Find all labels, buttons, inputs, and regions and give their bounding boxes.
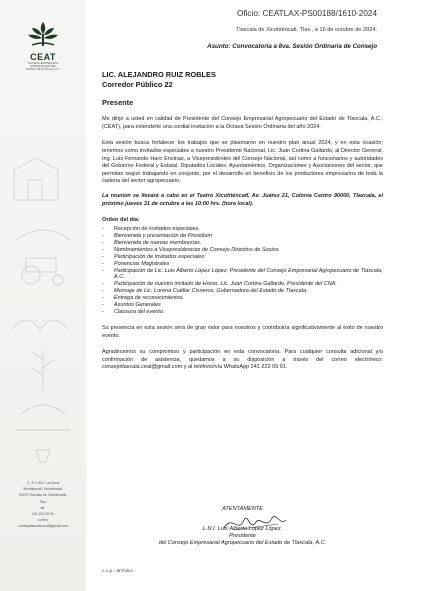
list-item: - Clausura del evento. xyxy=(102,309,165,315)
list-item: - Bienvenida de nuevas membresías. xyxy=(102,239,202,246)
list-item: - Asuntos Generales xyxy=(102,302,161,309)
subject-line: Asunto: Convocatoria a 8va. Sesión Ordinaria de Consejo xyxy=(207,43,377,50)
closing: ATENTAMENTE xyxy=(222,506,263,512)
signer-organization: del Consejo Empresarial Agropecuario del Estado de Tlaxcala, A.C. xyxy=(158,539,327,546)
contact-line: Tlax. xyxy=(39,499,47,504)
list-item: - Ponencias Magistrales xyxy=(102,260,170,267)
letter-body xyxy=(102,70,383,372)
list-item: - Entrega de reconocimientos. xyxy=(102,295,185,302)
list-item: - Participación de Lic. Luis Alberto López López, Presidente del Consejo Empresarial Agropecuario de Tlaxcala, A.C. xyxy=(102,267,383,281)
paragraph-contact: Agradecemos su compromiso y participación en esta convocatoria. Para cualquier consulta adicional y/o confirmación de asistencia, quedamos a su disposición a través del correo electrónico: consejotlaxcala.ceat@gmail.com y al teléfono/vía WhatsApp 241 222 09 91. xyxy=(102,349,383,371)
contact-line: 90070 Tlaxcala de Xicohténcatl, xyxy=(18,493,67,498)
contact-line: consejotlaxcala.ceat@gmail.com xyxy=(18,524,68,529)
oficio-number: Oficio: CEATLAX-PS00188/1610-2024 xyxy=(236,9,377,18)
list-item: - Participación de Invitados especiales xyxy=(102,253,205,260)
paragraph-value: Su presencia en esta sesión será de gran valor para nosotros y contribuiría significativamente al éxito de nuestro evento. xyxy=(102,324,383,339)
list-item: - Nombramientos a Vicepresidencias de Consejo Directivo de Socios. xyxy=(102,246,280,253)
contact-line: C. 3ª 1 602, La Loma xyxy=(27,481,59,485)
contact-line: 241 222 09 91 xyxy=(32,512,54,517)
signature-block xyxy=(102,506,383,547)
greeting: Presente xyxy=(102,98,134,108)
list-item: - Bienvenida y presentación de Presidium xyxy=(102,233,213,240)
recipient-title: Corredor Público 22 xyxy=(102,79,173,89)
place-date: Tlaxcala de Xicohténcatl, Tlax., a 16 de octubre de 2024. xyxy=(235,27,377,33)
handwritten-signature-icon xyxy=(220,510,290,536)
contact-line: Xicohténcatl, Xicohténcatl, xyxy=(23,487,63,492)
ceat-logo xyxy=(26,20,60,71)
signer-name: L.N.I. Luis Alberto López López. xyxy=(202,526,283,532)
contact-line: correo xyxy=(38,518,48,523)
list-item: - Participación de nuestro invitado de Honor, Lic. Juan Cortina Gallardo, Presidente del CNA. xyxy=(102,281,337,288)
agenda-list xyxy=(102,226,383,316)
logo-subtitle: CONSEJO EMPRESARIAL AGROPECUARIO DEL ESTADO DE TLAXCALA, A.C. xyxy=(26,62,60,71)
list-item: - Mensaje de Lic. Lorena Cuéllar Cisneros, Gobernadora del Estado de Tlaxcala. xyxy=(102,288,308,295)
logo-text: CEAT xyxy=(30,52,56,62)
contact-info xyxy=(4,480,82,530)
paragraph-purpose: Esta sesión busca fortalecer los trabajos que se plasmaron en nuestro plan anual 2024, y en esta ocasión; tenemos como invitados especiales a nuestro Presidente Nacional, Lic. Juan Cortina Gallardo, al Director General, Ing. Luis Fernando Haro Encinas, a Vicepresidentes del Consejo Nacional, así como a funcionarios y autoridades del Gobierno Federal y Estatal, Diputados Locales, Ayuntamientos, Organizaciones y Asociaciones del sector, que permitan seguir trabajando en conjunto, por el desarrollo en beneficio de los productores empresarios de toda la cadena del sector agropecuario. xyxy=(102,140,383,185)
plant-logo-icon xyxy=(26,20,60,50)
agenda-title: Orden del día: xyxy=(102,217,140,224)
paragraph-intro: Me dirijo a usted en calidad de Presidente del Consejo Empresarial Agropecuario del Estado de Tlaxcala, A.C., (CEAT), para extenderle una cordial invitación a la Octava Sesión Ordinaria del año 2024. xyxy=(102,116,383,130)
list-item: - Recepción de invitados especiales. xyxy=(102,226,200,233)
agro-watermark-icon xyxy=(6,140,80,470)
recipient-name: LIC. ALEJANDRO RUIZ ROBLES xyxy=(102,70,216,79)
letterhead-sidebar xyxy=(0,0,86,591)
carbon-copy: c.c.p.- archivo. xyxy=(102,569,134,574)
contact-line: tel. xyxy=(40,505,46,510)
signer-role: Presidente xyxy=(229,533,256,539)
meeting-location: La reunión se llevará a cabo en el Teatro Xicohténcatl, Av. Juárez 21, Colonia Centro 90000, Tlaxcala, el próximo jueves 31 de octubre a las 10:00 hrs. (hora local). xyxy=(102,192,383,207)
